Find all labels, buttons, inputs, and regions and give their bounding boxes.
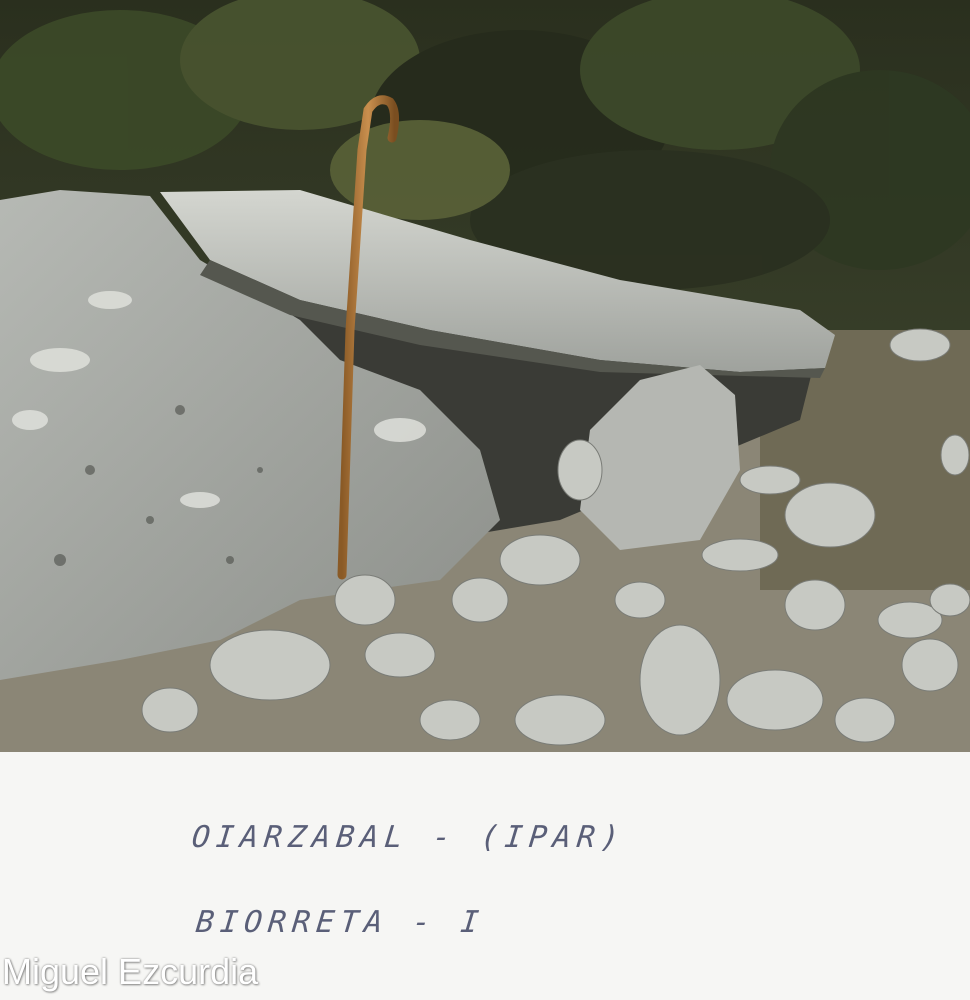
caption-line-1: OIARZABAL - (IPAR) — [190, 820, 627, 855]
caption-line-2: BIORRETA - I — [194, 905, 487, 940]
photographer-watermark: Miguel Ezcurdia — [2, 951, 259, 992]
